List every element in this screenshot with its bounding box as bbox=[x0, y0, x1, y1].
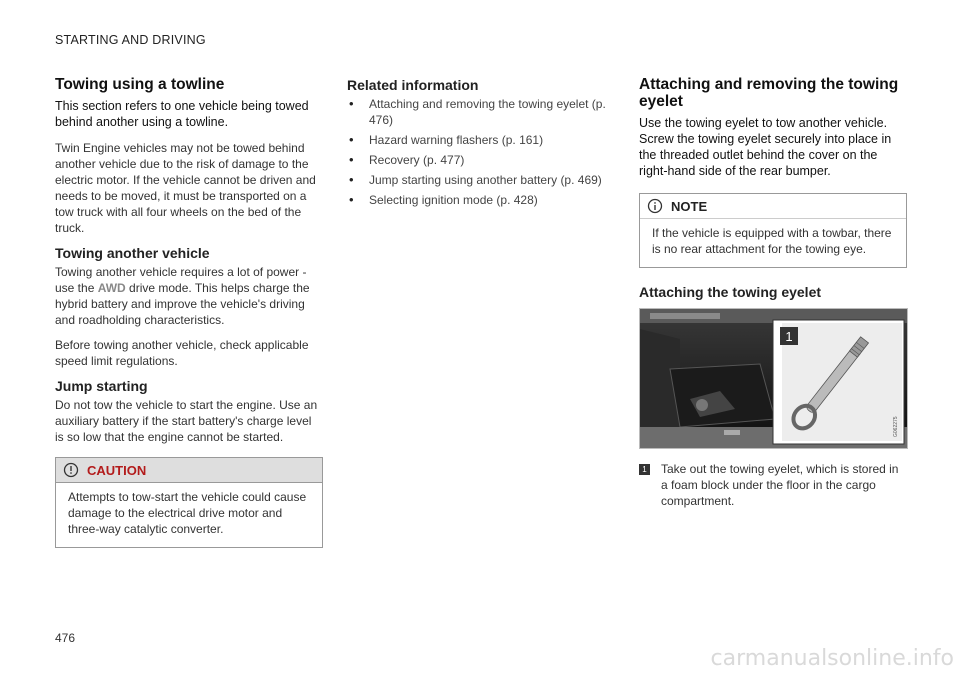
jump-starting-heading: Jump starting bbox=[55, 378, 148, 394]
related-link-recovery[interactable]: • Recovery (p. 477) bbox=[347, 152, 615, 168]
twin-engine-paragraph: Twin Engine vehicles may not be towed behind another vehicle due to the risk of damage to the electric motor. If the vehicle cannot be driven and needs to be moved, it must be transported on a tow truck with all four wheels on the bed of the truck. bbox=[55, 141, 316, 235]
towline-lead: This section refers to one vehicle being towed behind another using a towline. bbox=[55, 99, 309, 129]
related-link-ignition-mode[interactable]: • Selecting ignition mode (p. 428) bbox=[347, 192, 615, 208]
towing-another-paragraph: Towing another vehicle requires a lot of power - use the AWD drive mode. This helps charge the hybrid battery and improve the vehicle's driving and roadholding characteristics. bbox=[55, 265, 310, 327]
caution-box bbox=[55, 457, 323, 548]
warning-circle-icon bbox=[63, 462, 79, 478]
note-box bbox=[639, 193, 907, 268]
note-title: NOTE bbox=[671, 198, 708, 214]
figure-callout-number: 1 bbox=[785, 329, 793, 344]
related-info-list bbox=[347, 96, 615, 208]
speed-limit-paragraph: Before towing another vehicle, check applicable speed limit regulations. bbox=[55, 338, 309, 368]
step-number-badge: 1 bbox=[639, 464, 650, 475]
note-text: If the vehicle is equipped with a towbar, there is no rear attachment for the towing eye. bbox=[652, 226, 892, 256]
attaching-eyelet-heading: Attaching the towing eyelet bbox=[639, 284, 822, 300]
caution-header bbox=[56, 458, 322, 483]
towing-eyelet-lead: Use the towing eyelet to tow another vehicle. Screw the towing eyelet securely into place in the threaded outlet behind the cover on the right-hand side of the rear bumper. bbox=[639, 116, 892, 178]
info-circle-icon bbox=[647, 198, 663, 214]
cargo-compartment-image bbox=[640, 309, 907, 448]
towing-eyelet-illustration bbox=[639, 308, 908, 449]
jump-starting-paragraph: Do not tow the vehicle to start the engine. Use an auxiliary battery if the start battery's charge level is so low that the engine cannot be started. bbox=[55, 398, 318, 444]
column-middle bbox=[347, 77, 615, 212]
awd-mode-label: AWD bbox=[97, 281, 126, 295]
column-left bbox=[55, 76, 323, 548]
section-header: STARTING AND DRIVING bbox=[55, 33, 206, 47]
caution-title: CAUTION bbox=[87, 462, 147, 478]
towline-title: Towing using a towline bbox=[55, 76, 225, 93]
related-info-heading: Related information bbox=[347, 77, 479, 93]
related-link-jump-starting[interactable]: • Jump starting using another battery (p. 469) bbox=[347, 172, 615, 188]
column-right bbox=[639, 76, 907, 509]
watermark: carmanualsonline.info bbox=[710, 646, 954, 671]
towing-eyelet-title: Attaching and removing the towing eyelet bbox=[639, 76, 899, 110]
related-link-towing-eyelet[interactable]: • Attaching and removing the towing eyelet (p. 476) bbox=[347, 96, 615, 128]
page-number: 476 bbox=[55, 631, 76, 645]
towing-another-heading: Towing another vehicle bbox=[55, 245, 210, 261]
note-header bbox=[640, 194, 906, 219]
step-1 bbox=[639, 461, 907, 509]
caution-text: Attempts to tow-start the vehicle could cause damage to the electrical drive motor and three-way catalytic converter. bbox=[68, 490, 307, 536]
related-link-hazard-flashers[interactable]: • Hazard warning flashers (p. 161) bbox=[347, 132, 615, 148]
figure-code: G062275 bbox=[893, 416, 899, 437]
step-1-text: Take out the towing eyelet, which is stored in a foam block under the floor in the cargo compartment. bbox=[661, 462, 899, 508]
